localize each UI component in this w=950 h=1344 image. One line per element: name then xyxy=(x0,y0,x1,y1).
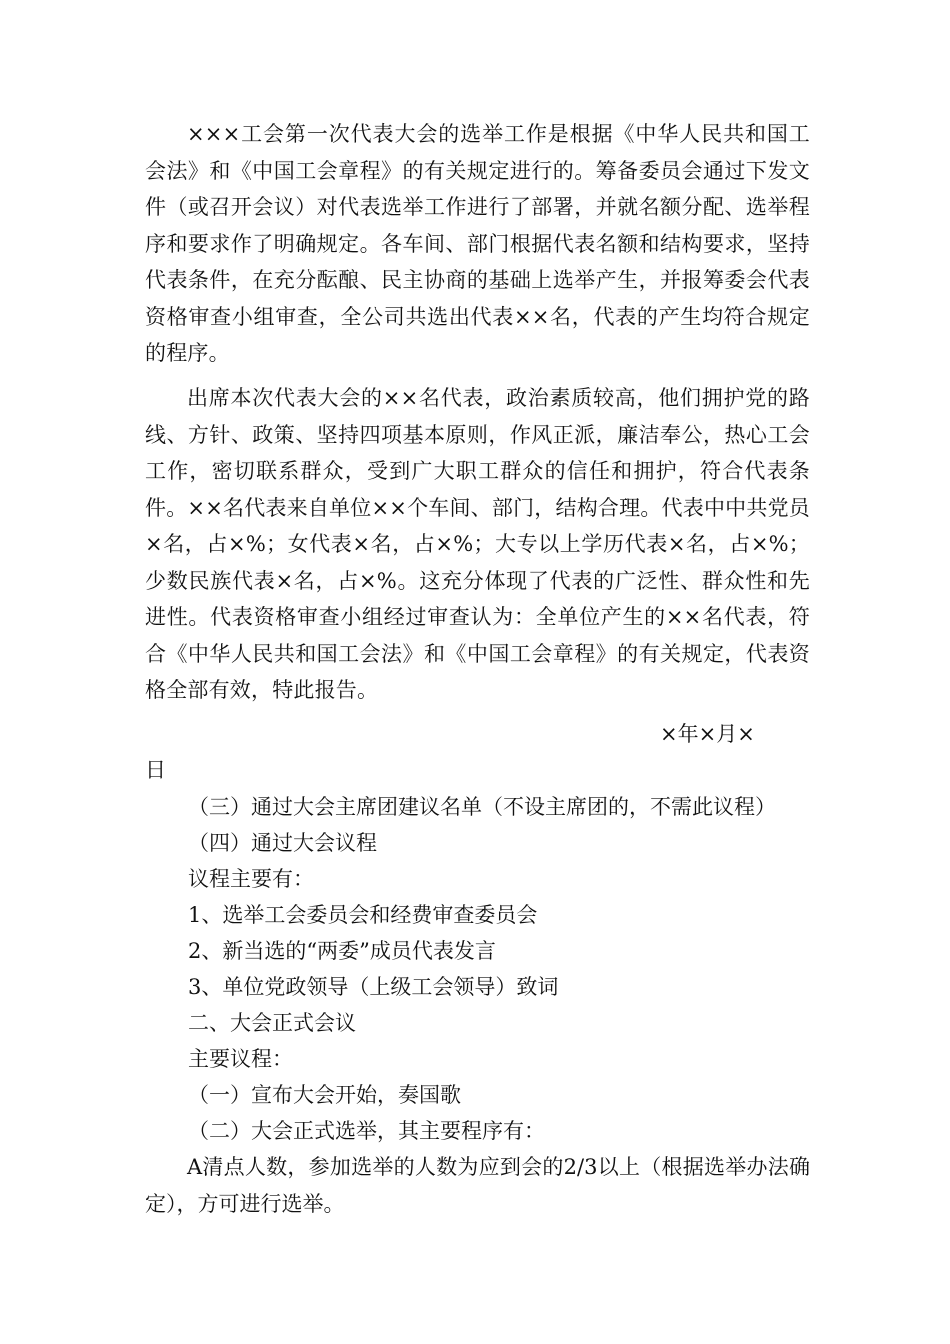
agenda-line: （一）宣布大会开始，奏国歌 xyxy=(188,1083,461,1107)
agenda-line: （二）大会正式选举，其主要程序有： xyxy=(188,1119,545,1143)
agenda-line: 1、选举工会委员会和经费审查委员会 xyxy=(188,903,538,927)
agenda-line: （四）通过大会议程 xyxy=(188,831,377,855)
paragraph-election-work: ×××工会第一次代表大会的选举工作是根据《中华人民共和国工会法》和《中国工会章程》的有关规定进行的。筹备委员会通过下发文件（或召开会议）对代表选举工作进行了部署，并就名额分配、选举程序和要求作了明确规定。各车间、部门根据代表名额和结构要求，坚持代表条件，在充分酝酿、民主协商的基础上选举产生，并报筹委会代表资格审查小组审查，全公司共选出代表××名，代表的产生均符合规定的程序。 xyxy=(145,122,810,365)
paragraph-count-attendance: A清点人数，参加选举的人数为应到会的2/3以上（根据选举办法确定），方可进行选举。 xyxy=(145,1155,810,1216)
paragraph-representatives: 出席本次代表大会的××名代表，政治素质较高，他们拥护党的路线、方针、政策、坚持四项基本原则，作风正派，廉洁奉公，热心工会工作，密切联系群众，受到广大职工群众的信任和拥护，符合代表条件。××名代表来自单位××个车间、部门，结构合理。代表中中共党员×名，占×%；女代表×名，占×%；大专以上学历代表×名，占×%；少数民族代表×名，占×%。这充分体现了代表的广泛性、群众性和先进性。代表资格审查小组经过审查认为：全单位产生的××名代表，符合《中华人民共和国工会法》和《中国工会章程》的有关规定，代表资格全部有效，特此报告。 xyxy=(145,386,810,702)
agenda-line: （三）通过大会主席团建议名单（不设主席团的，不需此议程） xyxy=(188,795,776,819)
agenda-line: 主要议程： xyxy=(188,1047,293,1071)
agenda-line: 3、单位党政领导（上级工会领导）致词 xyxy=(188,975,559,999)
section-heading: 二、大会正式会议 xyxy=(188,1011,356,1035)
report-date: ×年×月× xyxy=(660,722,755,746)
agenda-line: 议程主要有： xyxy=(188,867,314,891)
report-date-continued: 日 xyxy=(145,758,166,782)
agenda-line: 2、新当选的“两委”成员代表发言 xyxy=(188,939,496,963)
